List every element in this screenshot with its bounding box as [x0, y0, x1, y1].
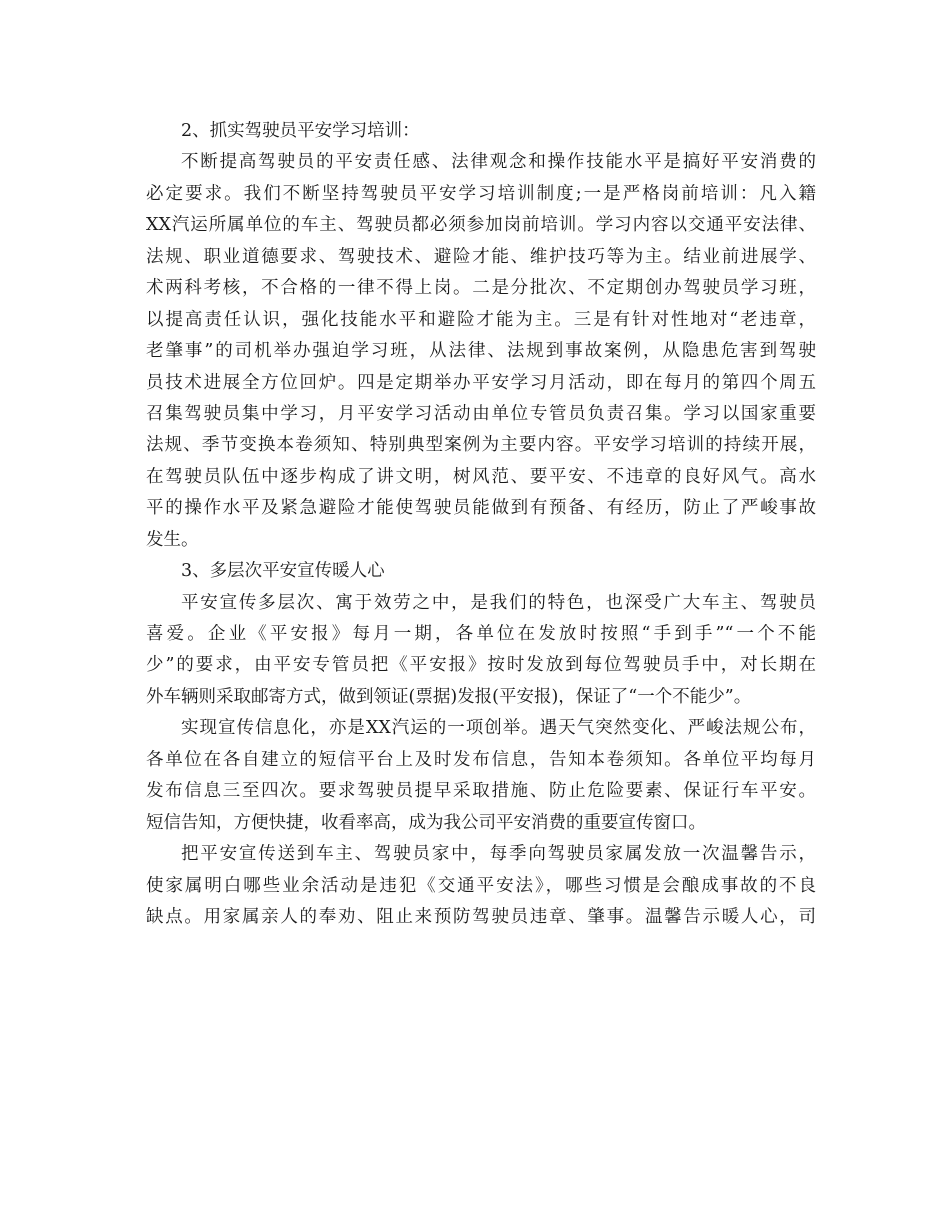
- text-line: 把平安宣传送到车主、驾驶员家中，每季向驾驶员家属发放一次温馨告示，: [181, 844, 816, 865]
- text-line: 术两科考核，不合格的一律不得上岗。二是分批次、不定期创办驾驶员学习班，: [146, 278, 816, 299]
- text-line: 实现宣传信息化，亦是XX汽运的一项创举。遇天气突然变化、严峻法规公布，: [181, 718, 816, 739]
- text-line: 法规、职业道德要求、驾驶技术、避险才能、维护技巧等为主。结业前进展学、: [146, 246, 816, 267]
- text-line: 喜爱。企业《平安报》每月一期，各单位在发放时按照“手到手”“一个不能: [146, 624, 816, 644]
- text-line: 各单位在各自建立的短信平台上及时发布信息，告知本卷须知。各单位平均每月: [146, 749, 816, 770]
- text-line: 以提高责任认识，强化技能水平和避险才能为主。三是有针对性地对“老违章，: [146, 309, 816, 330]
- text-line: 员技术进展全方位回炉。四是定期举办平安学习月活动，即在每月的第四个周五: [146, 372, 816, 393]
- text-line: 3、多层次平安宣传暖人心: [181, 561, 385, 582]
- text-line: 短信告知，方便快捷，收看率高，成为我公司平安消费的重要宣传窗口。: [146, 812, 706, 833]
- text-line: 发生。: [146, 529, 199, 550]
- text-line: 发布信息三至四次。要求驾驶员提早采取措施、防止危险要素、保证行车平安。: [146, 781, 816, 802]
- text-line: 老肇事”的司机举办强迫学习班，从法律、法规到事故案例，从隐患危害到驾驶: [146, 341, 816, 362]
- text-line: 2、抓实驾驶员平安学习培训：: [181, 121, 420, 141]
- text-line: 法规、季节变换本卷须知、特别典型案例为主要内容。平安学习培训的持续开展，: [146, 435, 816, 456]
- text-line: 外车辆则采取邮寄方式，做到领证(票据)发报(平安报)，保证了“一个不能少”。: [146, 686, 752, 707]
- text-line: XX汽运所属单位的车主、驾驶员都必须参加岗前培训。学习内容以交通平安法律、: [146, 215, 816, 236]
- text-line: 必定要求。我们不断坚持驾驶员平安学习培训制度;一是严格岗前培训：凡入籍: [146, 183, 816, 204]
- text-line: 不断提高驾驶员的平安责任感、法律观念和操作技能水平是搞好平安消费的: [181, 152, 816, 173]
- text-line: 平的操作水平及紧急避险才能使驾驶员能做到有预备、有经历，防止了严峻事故: [146, 498, 816, 519]
- text-line: 召集驾驶员集中学习，月平安学习活动由单位专管员负责召集。学习以国家重要: [146, 403, 816, 424]
- text-line: 使家属明白哪些业余活动是违犯《交通平安法》，哪些习惯是会酿成事故的不良: [146, 875, 816, 896]
- text-line: 缺点。用家属亲人的奉劝、阻止来预防驾驶员违章、肇事。温馨告示暖人心，司: [146, 906, 816, 927]
- text-line: 在驾驶员队伍中逐步构成了讲文明，树风范、要平安、不违章的良好风气。高水: [146, 466, 816, 487]
- text-line: 少”的要求，由平安专管员把《平安报》按时发放到每位驾驶员手中，对长期在: [146, 655, 816, 676]
- text-line: 平安宣传多层次、寓于效劳之中，是我们的特色，也深受广大车主、驾驶员: [181, 592, 816, 613]
- document-body: [146, 116, 816, 933]
